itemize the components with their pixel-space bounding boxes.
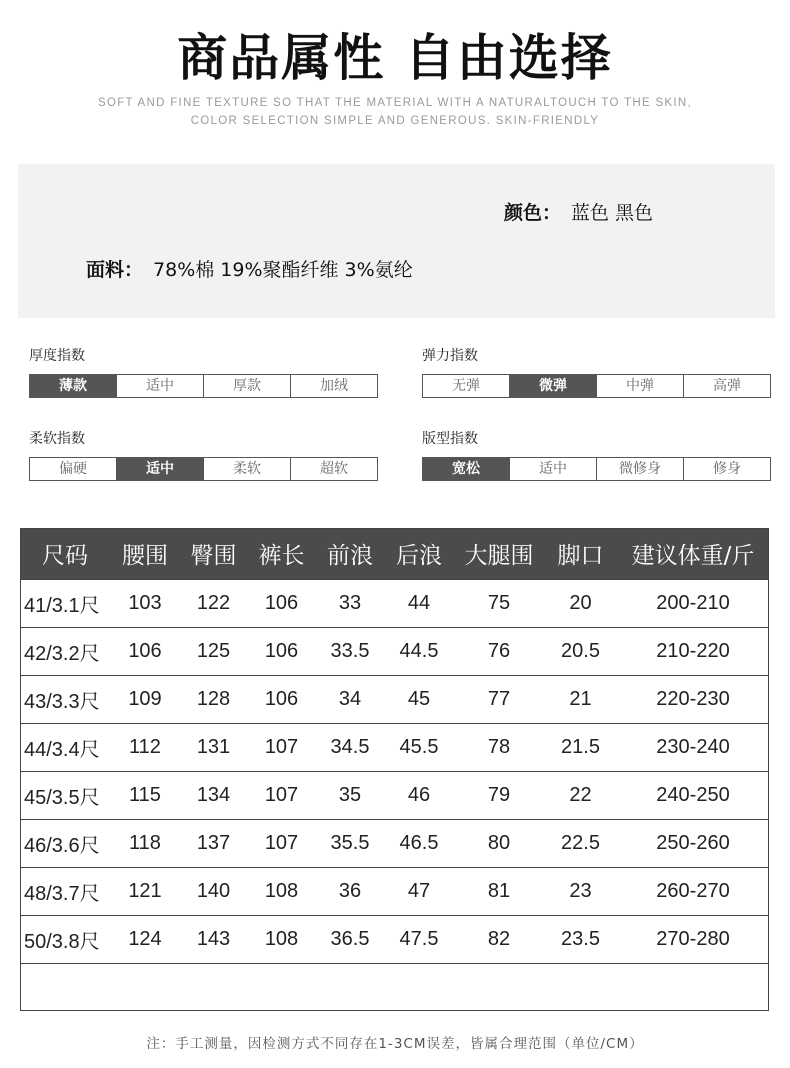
fit-option: 宽松 bbox=[423, 458, 510, 480]
softness-option: 柔软 bbox=[204, 458, 291, 480]
fabric-attribute bbox=[86, 255, 413, 282]
softness-index-title: 柔软指数 bbox=[29, 431, 85, 447]
table-cell: 107 bbox=[247, 724, 316, 772]
table-cell: 220-230 bbox=[617, 676, 769, 724]
table-cell: 77 bbox=[454, 676, 544, 724]
measurement-note: 注：手工测量，因检测方式不同存在1-3CM误差，皆属合理范围（单位/CM） bbox=[146, 1036, 644, 1052]
elasticity-option: 中弹 bbox=[597, 375, 684, 397]
table-cell: 143 bbox=[180, 916, 247, 964]
table-cell: 46/3.6尺 bbox=[20, 820, 110, 868]
header-leg-opening: 脚口 bbox=[544, 528, 617, 580]
table-row bbox=[20, 628, 769, 676]
fit-option: 修身 bbox=[713, 461, 741, 477]
thickness-option: 加绒 bbox=[320, 378, 348, 394]
table-cell-empty bbox=[20, 964, 769, 1015]
table-cell: 34.5 bbox=[316, 724, 384, 772]
table-cell: 33 bbox=[316, 580, 384, 628]
table-cell: 109 bbox=[110, 676, 180, 724]
table-row-empty bbox=[20, 964, 769, 1015]
table-cell: 108 bbox=[247, 916, 316, 964]
table-cell: 118 bbox=[110, 820, 180, 868]
table-cell: 22 bbox=[544, 772, 617, 820]
elasticity-index bbox=[422, 346, 771, 398]
table-cell: 115 bbox=[110, 772, 180, 820]
table-cell: 106 bbox=[247, 676, 316, 724]
table-cell: 131 bbox=[180, 724, 247, 772]
table-cell: 78 bbox=[454, 724, 544, 772]
page-title: 商品属性 自由选择 bbox=[177, 29, 613, 87]
table-cell: 33.5 bbox=[316, 628, 384, 676]
table-cell: 20 bbox=[544, 580, 617, 628]
table-cell: 82 bbox=[454, 916, 544, 964]
table-cell: 230-240 bbox=[617, 724, 769, 772]
elasticity-option: 无弹 bbox=[423, 375, 510, 397]
fit-option: 适中 bbox=[510, 458, 597, 480]
fabric-label: 面料： bbox=[86, 259, 144, 281]
table-cell: 240-250 bbox=[617, 772, 769, 820]
table-cell: 125 bbox=[180, 628, 247, 676]
table-cell: 108 bbox=[247, 868, 316, 916]
fabric-value: 78%棉 19%聚酯纤维 3%氨纶 bbox=[153, 259, 413, 281]
table-cell: 45.5 bbox=[384, 724, 454, 772]
color-attribute bbox=[504, 198, 653, 225]
table-cell: 103 bbox=[110, 580, 180, 628]
table-cell: 106 bbox=[110, 628, 180, 676]
fit-index-title: 版型指数 bbox=[422, 431, 478, 447]
table-cell: 36 bbox=[316, 868, 384, 916]
elasticity-index-title: 弹力指数 bbox=[422, 348, 478, 364]
table-row bbox=[20, 724, 769, 772]
subtitle-line-2: COLOR SELECTION SIMPLE AND GENEROUS. SKIN-FRIENDLY bbox=[190, 115, 600, 127]
color-label: 颜色： bbox=[504, 202, 562, 224]
attributes-panel bbox=[18, 164, 775, 318]
table-row bbox=[20, 916, 769, 964]
table-cell: 81 bbox=[454, 868, 544, 916]
size-table bbox=[20, 528, 769, 1014]
table-cell: 270-280 bbox=[617, 916, 769, 964]
thickness-option: 薄款 bbox=[30, 375, 117, 397]
fit-index-bar bbox=[422, 457, 771, 481]
fit-option: 微修身 bbox=[597, 458, 684, 480]
elasticity-index-bar bbox=[422, 374, 771, 398]
table-cell: 35 bbox=[316, 772, 384, 820]
table-cell: 22.5 bbox=[544, 820, 617, 868]
table-cell: 20.5 bbox=[544, 628, 617, 676]
table-cell: 35.5 bbox=[316, 820, 384, 868]
table-cell: 124 bbox=[110, 916, 180, 964]
table-cell: 79 bbox=[454, 772, 544, 820]
table-row bbox=[20, 676, 769, 724]
thickness-index-title: 厚度指数 bbox=[29, 348, 85, 364]
header-back-rise: 后浪 bbox=[384, 528, 454, 580]
table-cell: 75 bbox=[454, 580, 544, 628]
softness-option: 超软 bbox=[320, 461, 348, 477]
size-table-header-row bbox=[20, 528, 769, 580]
table-cell: 200-210 bbox=[617, 580, 769, 628]
table-cell: 122 bbox=[180, 580, 247, 628]
softness-option: 适中 bbox=[117, 458, 204, 480]
header-length: 裤长 bbox=[247, 528, 316, 580]
table-row bbox=[20, 868, 769, 916]
header-hip: 臀围 bbox=[180, 528, 247, 580]
softness-index-bar bbox=[29, 457, 378, 481]
table-cell: 134 bbox=[180, 772, 247, 820]
table-cell: 45 bbox=[384, 676, 454, 724]
header-recommended-weight: 建议体重/斤 bbox=[617, 528, 769, 580]
table-cell: 43/3.3尺 bbox=[20, 676, 110, 724]
table-cell: 106 bbox=[247, 580, 316, 628]
table-cell: 21.5 bbox=[544, 724, 617, 772]
header-front-rise: 前浪 bbox=[316, 528, 384, 580]
table-cell: 260-270 bbox=[617, 868, 769, 916]
elasticity-option: 微弹 bbox=[510, 375, 597, 397]
table-cell: 76 bbox=[454, 628, 544, 676]
thickness-option: 厚款 bbox=[204, 375, 291, 397]
table-cell: 250-260 bbox=[617, 820, 769, 868]
header-thigh: 大腿围 bbox=[454, 528, 544, 580]
softness-index bbox=[29, 429, 378, 481]
table-cell: 48/3.7尺 bbox=[20, 868, 110, 916]
table-cell: 121 bbox=[110, 868, 180, 916]
header-waist: 腰围 bbox=[110, 528, 180, 580]
table-cell: 107 bbox=[247, 820, 316, 868]
softness-option: 偏硬 bbox=[30, 458, 117, 480]
table-cell: 210-220 bbox=[617, 628, 769, 676]
table-cell: 45/3.5尺 bbox=[20, 772, 110, 820]
table-cell: 44/3.4尺 bbox=[20, 724, 110, 772]
table-cell: 140 bbox=[180, 868, 247, 916]
table-cell: 21 bbox=[544, 676, 617, 724]
fit-index bbox=[422, 429, 771, 481]
thickness-index bbox=[29, 346, 378, 398]
color-value: 蓝色 黑色 bbox=[571, 202, 654, 224]
table-cell: 23.5 bbox=[544, 916, 617, 964]
table-cell: 80 bbox=[454, 820, 544, 868]
table-row bbox=[20, 580, 769, 628]
table-cell: 36.5 bbox=[316, 916, 384, 964]
table-cell: 46.5 bbox=[384, 820, 454, 868]
table-cell: 34 bbox=[316, 676, 384, 724]
table-cell: 106 bbox=[247, 628, 316, 676]
table-row bbox=[20, 772, 769, 820]
table-cell: 42/3.2尺 bbox=[20, 628, 110, 676]
table-cell: 50/3.8尺 bbox=[20, 916, 110, 964]
thickness-index-bar bbox=[29, 374, 378, 398]
thickness-option: 适中 bbox=[117, 375, 204, 397]
table-cell: 46 bbox=[384, 772, 454, 820]
table-cell: 107 bbox=[247, 772, 316, 820]
table-cell: 47 bbox=[384, 868, 454, 916]
header-size: 尺码 bbox=[20, 528, 110, 580]
table-cell: 44 bbox=[384, 580, 454, 628]
table-cell: 128 bbox=[180, 676, 247, 724]
table-cell: 137 bbox=[180, 820, 247, 868]
page-subtitle bbox=[0, 94, 790, 130]
table-cell: 23 bbox=[544, 868, 617, 916]
table-cell: 47.5 bbox=[384, 916, 454, 964]
table-cell: 112 bbox=[110, 724, 180, 772]
table-row bbox=[20, 820, 769, 868]
elasticity-option: 高弹 bbox=[713, 378, 741, 394]
table-cell: 41/3.1尺 bbox=[20, 580, 110, 628]
subtitle-line-1: SOFT AND FINE TEXTURE SO THAT THE MATERIAL WITH A NATURALTOUCH TO THE SKIN, bbox=[98, 97, 692, 109]
table-cell: 44.5 bbox=[384, 628, 454, 676]
